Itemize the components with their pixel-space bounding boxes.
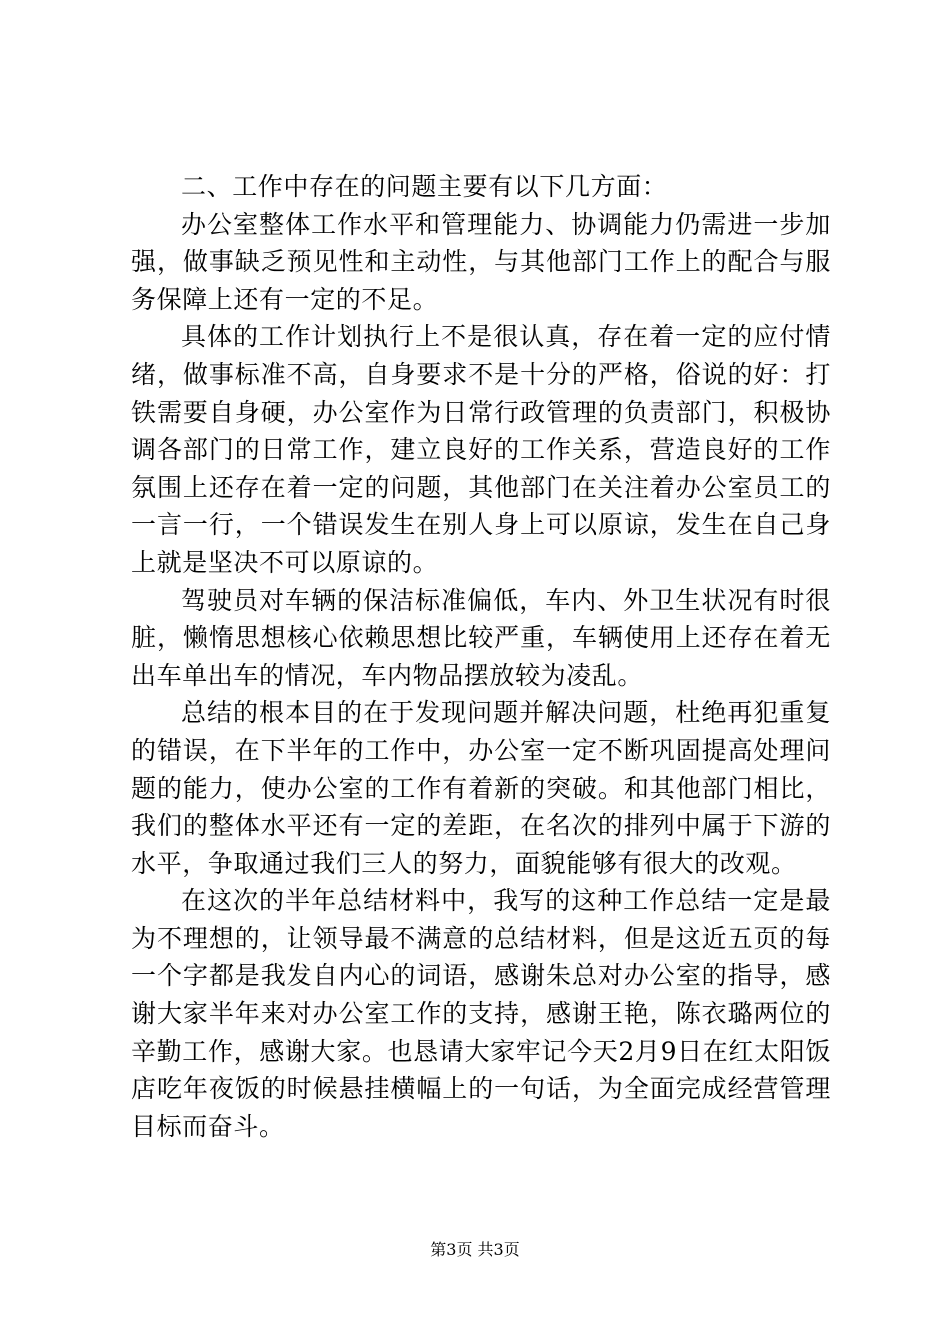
paragraph: 总结的根本目的在于发现问题并解决问题，杜绝再犯重复的错误，在下半年的工作中，办公室一定不断巩固提高处理问题的能力，使办公室的工作有着新的突破。和其他部门相比，我们的整体水平还有一定的差距，在名次的排列中属于下游的水平，争取通过我们三人的努力，面貌能够有很大的改观。: [131, 698, 831, 878]
paragraph: 办公室整体工作水平和管理能力、协调能力仍需进一步加强，做事缺乏预见性和主动性，与其他部门工作上的配合与服务保障上还有一定的不足。: [131, 209, 831, 314]
page-footer: [0, 1239, 950, 1261]
paragraph-section-heading: 二、工作中存在的问题主要有以下几方面：: [181, 172, 668, 201]
paragraph: 在这次的半年总结材料中，我写的这种工作总结一定是最为不理想的，让领导最不满意的总结材料，但是这近五页的每一个字都是我发自内心的词语，感谢朱总对办公室的指导，感谢大家半年来对办公室工作的支持，感谢王艳，陈衣璐两位的辛勤工作，感谢大家。也恳请大家牢记今天2月9日在红太阳饭店吃年夜饭的时候悬挂横幅上的一句话，为全面完成经营管理目标而奋斗。: [131, 886, 831, 1141]
page-number: 第3页 共3页: [430, 1240, 520, 1259]
paragraph: 具体的工作计划执行上不是很认真，存在着一定的应付情绪，做事标准不高，自身要求不是十分的严格，俗说的好：打铁需要自身硬，办公室作为日常行政管理的负责部门，积极协调各部门的日常工作，建立良好的工作关系，营造良好的工作氛围上还存在着一定的问题，其他部门在关注着办公室员工的一言一行，一个错误发生在别人身上可以原谅，发生在自己身上就是坚决不可以原谅的。: [131, 322, 831, 577]
document-body: [131, 168, 831, 1145]
paragraph: 驾驶员对车辆的保洁标准偏低，车内、外卫生状况有时很脏，懒惰思想核心依赖思想比较严重，车辆使用上还存在着无出车单出车的情况，车内物品摆放较为凌乱。: [131, 585, 831, 690]
